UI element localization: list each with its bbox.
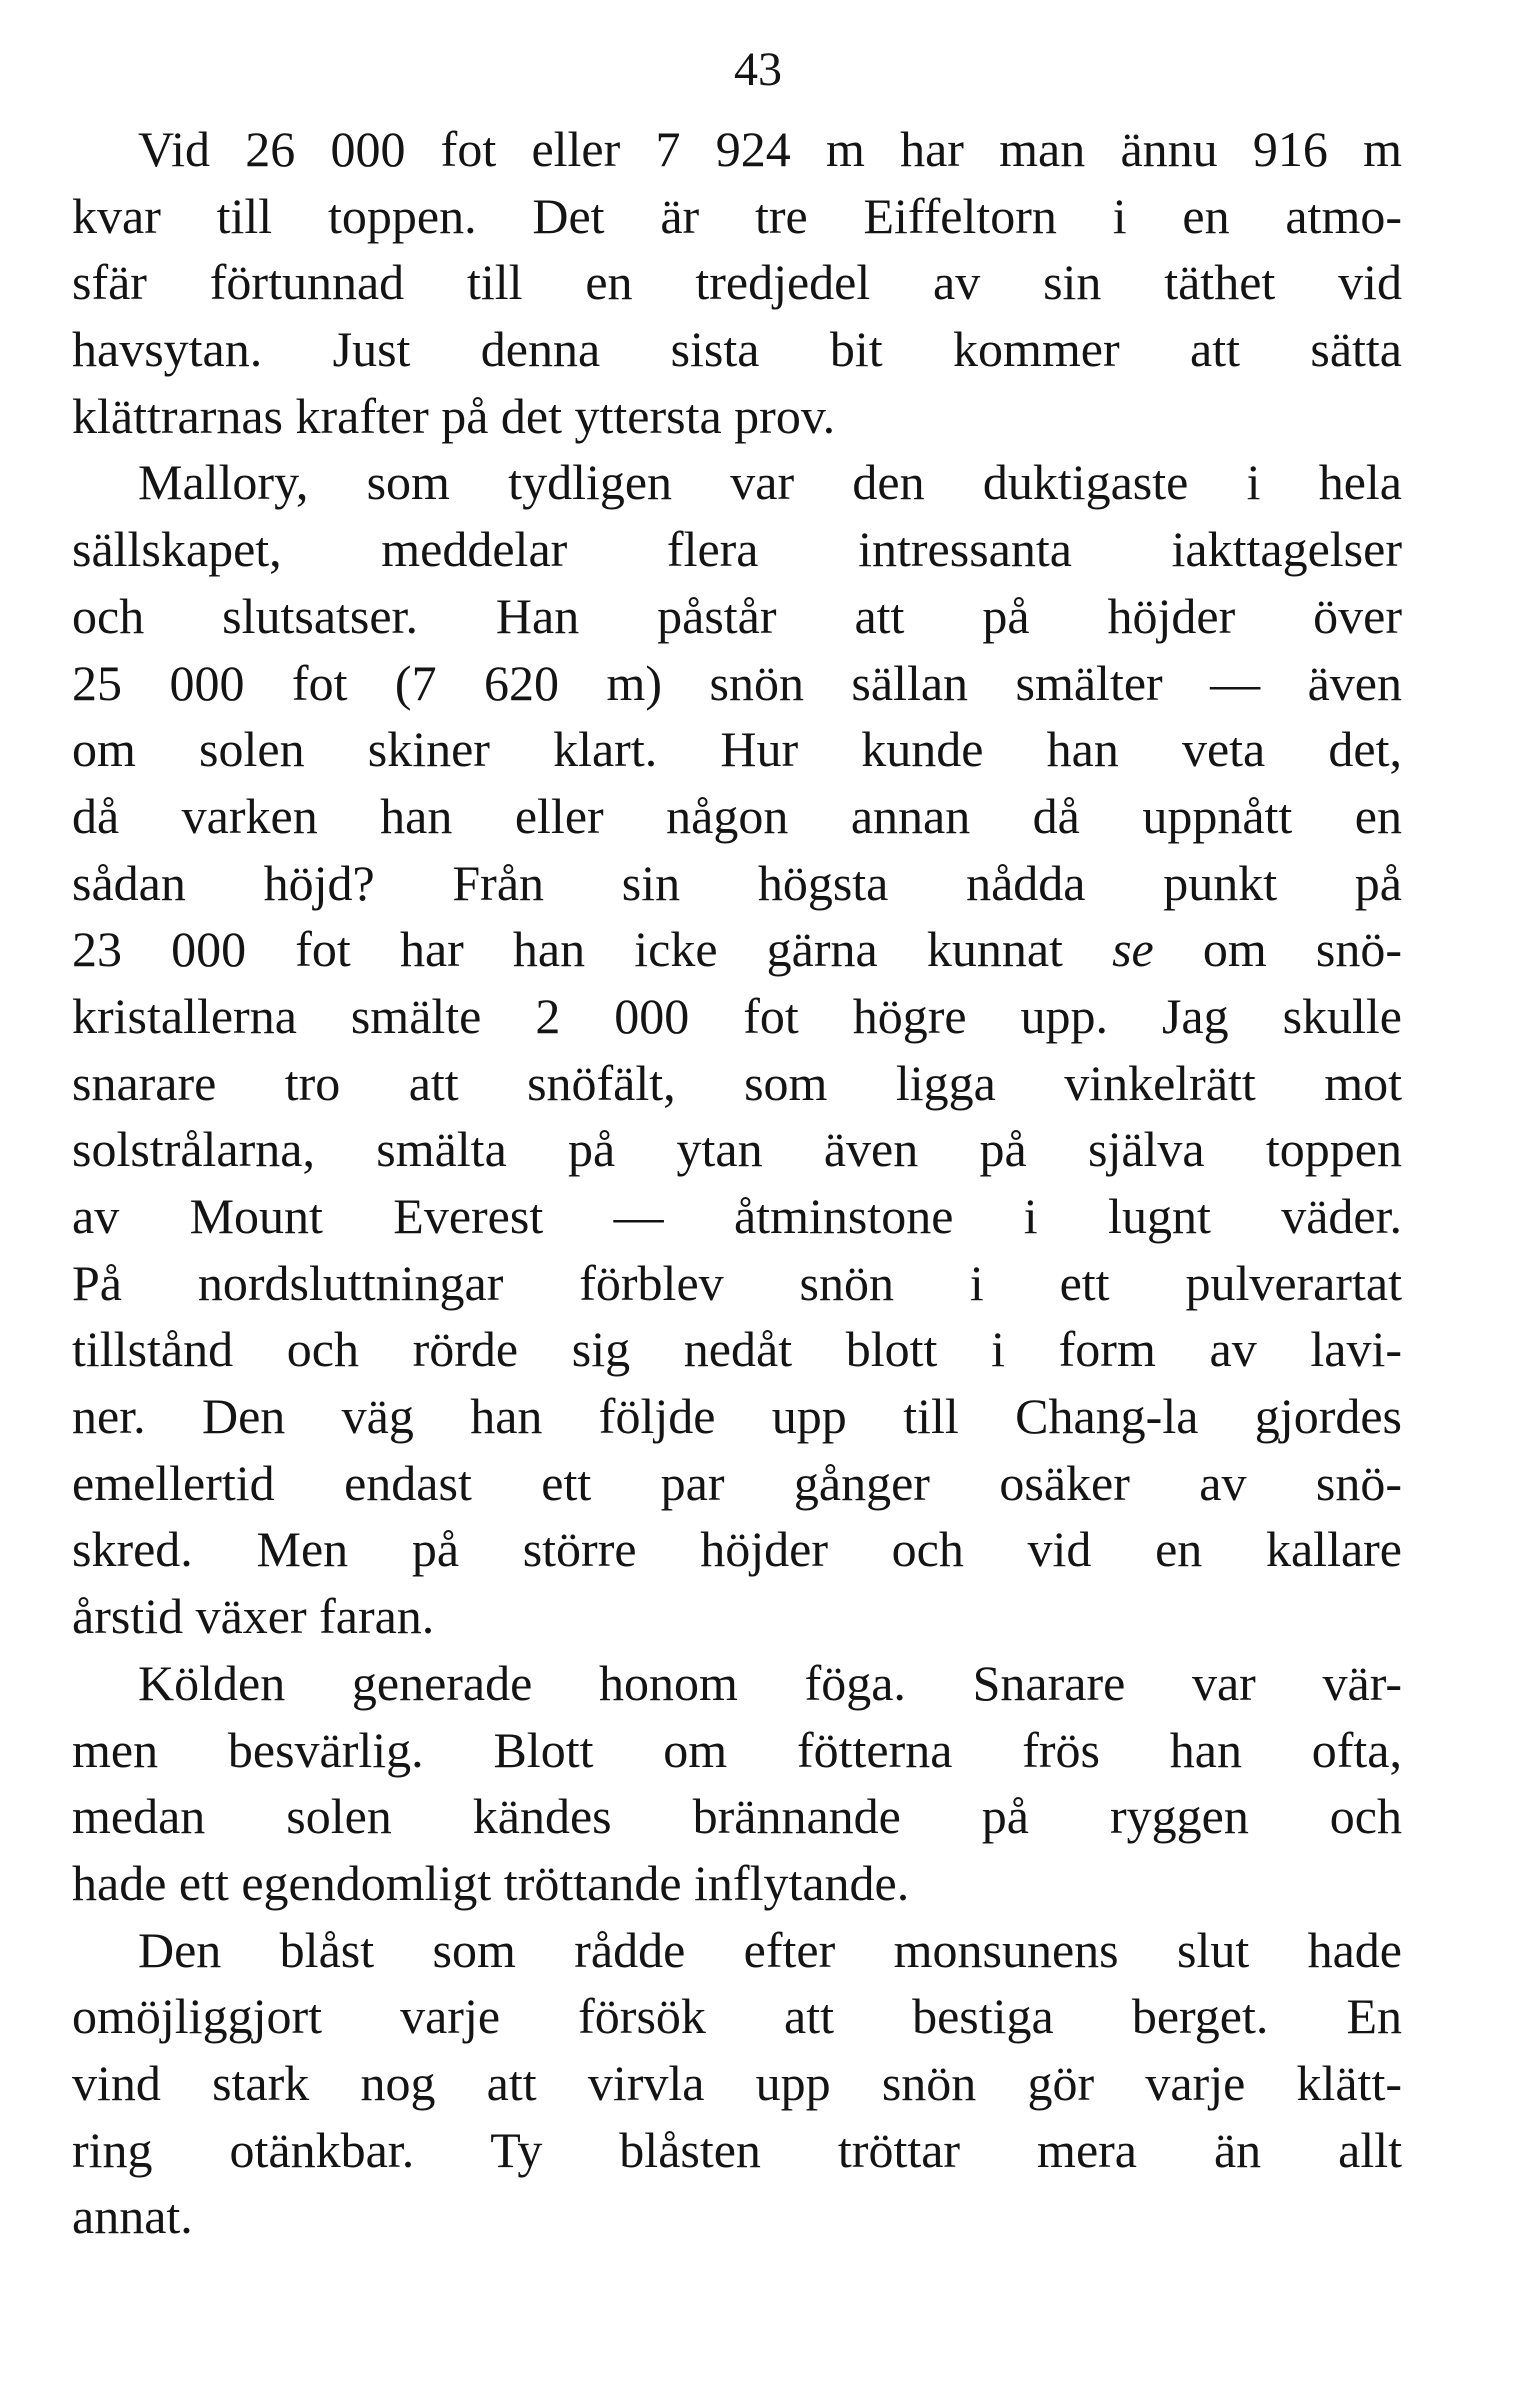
emphasized-word: se (1112, 921, 1154, 978)
text-line: och slutsatser. Han påstår att på höjder över (72, 587, 1402, 644)
text-line: Kölden generade honom föga. Snarare var vär- (138, 1654, 1402, 1711)
paragraph (72, 116, 1402, 449)
body-text (72, 116, 1402, 2250)
text-line: men besvärlig. Blott om fötterna frös han ofta, (72, 1721, 1402, 1778)
text-line: vind stark nog att virvla upp snön gör varje klätt- (72, 2054, 1402, 2111)
text-line: sällskapet, meddelar flera intressanta iakttagelser (72, 521, 1402, 578)
text-line: av Mount Everest — åtminstone i lugnt väder. (72, 1188, 1402, 1244)
text-line: emellertid endast ett par gånger osäker av snö- (72, 1454, 1402, 1511)
text-line: Mallory, som tydligen var den duktigaste i hela (138, 454, 1402, 511)
text-line: ring otänkbar. Ty blåsten tröttar mera än allt (72, 2121, 1402, 2178)
text-line: snarare tro att snöfält, som ligga vinkelrätt mot (72, 1054, 1402, 1111)
text-line: tillstånd och rörde sig nedåt blott i form av lavi- (72, 1321, 1402, 1378)
text-line (72, 916, 1402, 983)
text-line: kristallerna smälte 2 000 fot högre upp. Jag skulle (72, 987, 1402, 1044)
text-line: havsytan. Just denna sista bit kommer att sätta (72, 321, 1402, 378)
text-line: sådan höjd? Från sin högsta nådda punkt på (72, 854, 1402, 911)
text-line: medan solen kändes brännande på ryggen och (72, 1788, 1402, 1845)
text-line: Den blåst som rådde efter monsunens slut hade (138, 1921, 1402, 1978)
text-line: omöjliggjort varje försök att bestiga berget. En (72, 1988, 1402, 2045)
text-line: skred. Men på större höjder och vid en kallare (72, 1521, 1402, 1578)
paragraph (72, 1917, 1402, 2250)
text-line: sfär förtunnad till en tredjedel av sin täthet vid (72, 254, 1402, 311)
text-line: om solen skiner klart. Hur kunde han veta det, (72, 721, 1402, 778)
paragraph (72, 449, 1402, 1649)
text-line: hade ett egendomligt tröttande inflytande. (72, 1854, 910, 1911)
text-line: annat. (72, 2188, 193, 2245)
text-line: årstid växer faran. (72, 1588, 435, 1645)
page-number: 43 (734, 43, 782, 96)
text-line: 25 000 fot (7 620 m) snön sällan smälter — även (72, 654, 1402, 711)
text-line: På nordsluttningar förblev snön i ett pulverartat (72, 1254, 1402, 1311)
text-line-part: 23 000 fot har han icke gärna kunnat (72, 921, 1113, 978)
text-line: klättrarnas krafter på det yttersta prov. (72, 387, 836, 444)
text-line: kvar till toppen. Det är tre Eiffeltorn i en atmo- (72, 187, 1402, 244)
text-line: solstrålarna, smälta på ytan även på själva toppen (72, 1121, 1402, 1178)
text-line: då varken han eller någon annan då uppnått en (72, 787, 1402, 844)
paragraph (72, 1650, 1402, 1917)
text-line-part: om snö- (1153, 921, 1402, 978)
text-line: ner. Den väg han följde upp till Chang-la gjordes (72, 1388, 1402, 1445)
text-line: Vid 26 000 fot eller 7 924 m har man ännu 916 m (138, 121, 1402, 177)
